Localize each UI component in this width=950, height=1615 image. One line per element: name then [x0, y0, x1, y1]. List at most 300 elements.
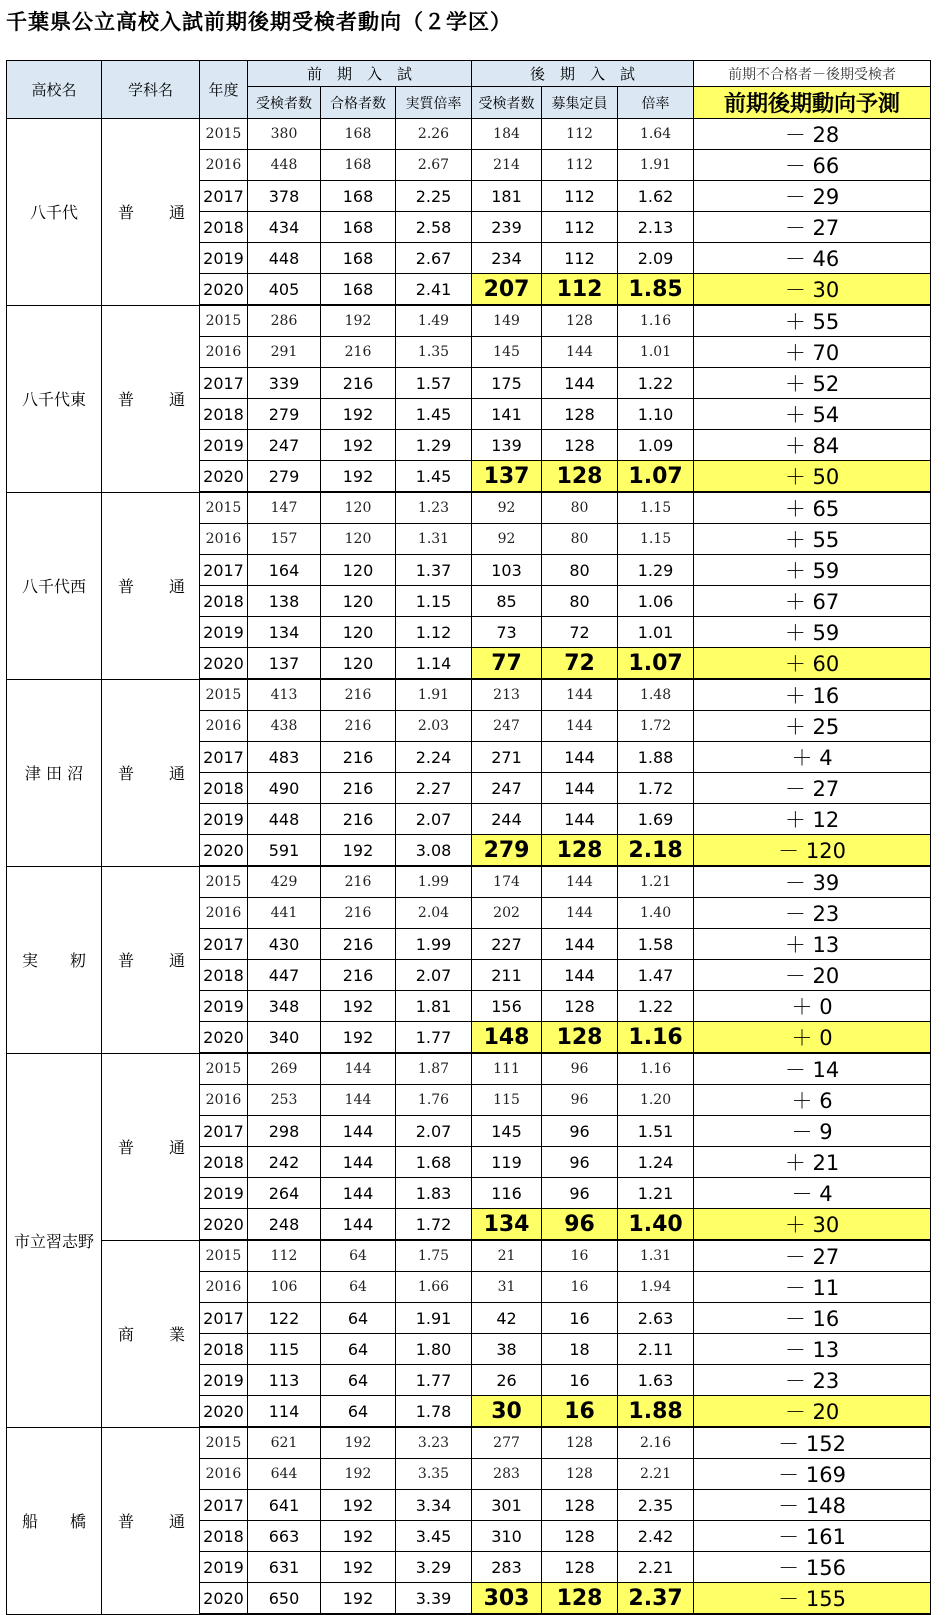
- late-applicants-cell: 227: [472, 929, 542, 960]
- early-ratio-cell: 2.27: [396, 773, 472, 804]
- early-passed-cell: 216: [321, 804, 396, 835]
- late-ratio-cell: 2.35: [618, 1490, 694, 1521]
- late-capacity-cell: 80: [542, 492, 618, 524]
- header-late-exam: 後 期 入 試: [472, 61, 694, 87]
- late-capacity-cell: 112: [542, 212, 618, 243]
- late-applicants-cell: 38: [472, 1334, 542, 1365]
- early-ratio-cell: 1.78: [396, 1396, 472, 1428]
- early-ratio-cell: 3.35: [396, 1459, 472, 1490]
- trend-cell: ＋ 50: [694, 461, 931, 493]
- early-applicants-cell: 348: [248, 991, 321, 1022]
- early-ratio-cell: 3.08: [396, 835, 472, 867]
- late-capacity-cell: 72: [542, 648, 618, 680]
- early-passed-cell: 120: [321, 586, 396, 617]
- department-char-2: 通: [168, 390, 185, 409]
- department-char-1: 普: [118, 951, 135, 970]
- table-row: [7, 866, 931, 898]
- late-ratio-cell: 2.09: [618, 243, 694, 274]
- late-ratio-cell: 1.63: [618, 1365, 694, 1396]
- late-capacity-cell: 80: [542, 524, 618, 555]
- trend-cell: － 28: [694, 119, 931, 150]
- early-ratio-cell: 2.26: [396, 119, 472, 150]
- early-ratio-cell: 1.23: [396, 492, 472, 524]
- early-applicants-cell: 122: [248, 1303, 321, 1334]
- department-name: [102, 1053, 200, 1240]
- early-applicants-cell: 413: [248, 679, 321, 711]
- early-ratio-cell: 1.37: [396, 555, 472, 586]
- early-applicants-cell: 112: [248, 1240, 321, 1272]
- early-ratio-cell: 1.80: [396, 1334, 472, 1365]
- late-applicants-cell: 211: [472, 960, 542, 991]
- trend-cell: ＋ 67: [694, 586, 931, 617]
- early-passed-cell: 144: [321, 1085, 396, 1116]
- late-capacity-cell: 112: [542, 119, 618, 150]
- trend-cell: － 27: [694, 773, 931, 804]
- trend-cell: － 11: [694, 1272, 931, 1303]
- department-char-2: 通: [168, 577, 185, 596]
- late-capacity-cell: 16: [542, 1365, 618, 1396]
- header-late-ratio: 倍率: [618, 87, 694, 119]
- late-applicants-cell: 271: [472, 742, 542, 773]
- year-cell: 2019: [200, 617, 248, 648]
- early-ratio-cell: 1.91: [396, 1303, 472, 1334]
- trend-cell: － 161: [694, 1521, 931, 1552]
- early-passed-cell: 216: [321, 679, 396, 711]
- early-passed-cell: 64: [321, 1240, 396, 1272]
- early-passed-cell: 168: [321, 243, 396, 274]
- late-applicants-cell: 213: [472, 679, 542, 711]
- late-applicants-cell: 207: [472, 274, 542, 306]
- trend-cell: － 148: [694, 1490, 931, 1521]
- late-applicants-cell: 141: [472, 399, 542, 430]
- early-ratio-cell: 2.67: [396, 150, 472, 181]
- late-applicants-cell: 279: [472, 835, 542, 867]
- early-ratio-cell: 2.07: [396, 804, 472, 835]
- late-ratio-cell: 2.16: [618, 1427, 694, 1459]
- late-applicants-cell: 175: [472, 368, 542, 399]
- trend-cell: － 20: [694, 1396, 931, 1428]
- late-capacity-cell: 16: [542, 1396, 618, 1428]
- trend-cell: － 152: [694, 1427, 931, 1459]
- trend-cell: － 16: [694, 1303, 931, 1334]
- early-ratio-cell: 3.45: [396, 1521, 472, 1552]
- early-applicants-cell: 264: [248, 1178, 321, 1209]
- year-cell: 2017: [200, 181, 248, 212]
- department-char-2: 通: [168, 951, 185, 970]
- trend-cell: ＋ 60: [694, 648, 931, 680]
- late-ratio-cell: 1.91: [618, 150, 694, 181]
- late-ratio-cell: 1.40: [618, 898, 694, 929]
- table-body: [7, 119, 931, 1615]
- late-applicants-cell: 111: [472, 1053, 542, 1085]
- late-capacity-cell: 128: [542, 1459, 618, 1490]
- trend-cell: ＋ 52: [694, 368, 931, 399]
- trend-cell: ＋ 54: [694, 399, 931, 430]
- trend-cell: － 120: [694, 835, 931, 867]
- early-applicants-cell: 405: [248, 274, 321, 306]
- early-ratio-cell: 3.23: [396, 1427, 472, 1459]
- late-ratio-cell: 1.85: [618, 274, 694, 306]
- early-ratio-cell: 2.58: [396, 212, 472, 243]
- late-applicants-cell: 244: [472, 804, 542, 835]
- year-cell: 2019: [200, 430, 248, 461]
- year-cell: 2018: [200, 773, 248, 804]
- late-applicants-cell: 247: [472, 773, 542, 804]
- department-char-1: 普: [118, 1138, 135, 1157]
- late-applicants-cell: 139: [472, 430, 542, 461]
- late-ratio-cell: 1.69: [618, 804, 694, 835]
- header-year: 年度: [200, 61, 248, 119]
- late-applicants-cell: 301: [472, 1490, 542, 1521]
- year-cell: 2017: [200, 555, 248, 586]
- year-cell: 2018: [200, 1521, 248, 1552]
- trend-cell: ＋ 21: [694, 1147, 931, 1178]
- late-applicants-cell: 283: [472, 1459, 542, 1490]
- department-char-1: 普: [118, 1512, 135, 1531]
- early-applicants-cell: 448: [248, 150, 321, 181]
- late-applicants-cell: 149: [472, 305, 542, 337]
- early-applicants-cell: 138: [248, 586, 321, 617]
- early-applicants-cell: 147: [248, 492, 321, 524]
- late-ratio-cell: 1.16: [618, 1022, 694, 1054]
- late-capacity-cell: 144: [542, 742, 618, 773]
- early-ratio-cell: 2.24: [396, 742, 472, 773]
- early-applicants-cell: 247: [248, 430, 321, 461]
- early-ratio-cell: 1.77: [396, 1365, 472, 1396]
- late-ratio-cell: 1.01: [618, 617, 694, 648]
- early-passed-cell: 144: [321, 1178, 396, 1209]
- early-applicants-cell: 298: [248, 1116, 321, 1147]
- header-school: 高校名: [7, 61, 102, 119]
- trend-cell: － 20: [694, 960, 931, 991]
- late-applicants-cell: 184: [472, 119, 542, 150]
- early-passed-cell: 64: [321, 1365, 396, 1396]
- early-ratio-cell: 1.66: [396, 1272, 472, 1303]
- year-cell: 2015: [200, 492, 248, 524]
- early-ratio-cell: 2.03: [396, 711, 472, 742]
- early-passed-cell: 192: [321, 399, 396, 430]
- early-applicants-cell: 429: [248, 866, 321, 898]
- school-name: 船 橋: [7, 1427, 102, 1614]
- late-applicants-cell: 103: [472, 555, 542, 586]
- late-ratio-cell: 1.24: [618, 1147, 694, 1178]
- year-cell: 2017: [200, 1303, 248, 1334]
- early-passed-cell: 192: [321, 1583, 396, 1615]
- late-applicants-cell: 181: [472, 181, 542, 212]
- trend-cell: － 23: [694, 1365, 931, 1396]
- year-cell: 2016: [200, 1272, 248, 1303]
- early-applicants-cell: 286: [248, 305, 321, 337]
- late-ratio-cell: 2.63: [618, 1303, 694, 1334]
- late-ratio-cell: 1.16: [618, 305, 694, 337]
- early-applicants-cell: 447: [248, 960, 321, 991]
- late-capacity-cell: 112: [542, 274, 618, 306]
- late-applicants-cell: 134: [472, 1209, 542, 1241]
- early-ratio-cell: 1.72: [396, 1209, 472, 1241]
- trend-cell: ＋ 65: [694, 492, 931, 524]
- early-ratio-cell: 1.29: [396, 430, 472, 461]
- late-applicants-cell: 234: [472, 243, 542, 274]
- year-cell: 2018: [200, 399, 248, 430]
- early-applicants-cell: 448: [248, 804, 321, 835]
- trend-cell: － 169: [694, 1459, 931, 1490]
- early-ratio-cell: 2.07: [396, 1116, 472, 1147]
- early-applicants-cell: 621: [248, 1427, 321, 1459]
- table-row: [7, 679, 931, 711]
- late-capacity-cell: 128: [542, 1022, 618, 1054]
- late-applicants-cell: 214: [472, 150, 542, 181]
- table-row: [7, 305, 931, 337]
- early-passed-cell: 216: [321, 960, 396, 991]
- year-cell: 2015: [200, 1427, 248, 1459]
- early-ratio-cell: 1.68: [396, 1147, 472, 1178]
- late-capacity-cell: 144: [542, 804, 618, 835]
- year-cell: 2020: [200, 1583, 248, 1615]
- school-name: 八千代東: [7, 305, 102, 492]
- department-name: [102, 119, 200, 306]
- early-applicants-cell: 113: [248, 1365, 321, 1396]
- trend-cell: － 155: [694, 1583, 931, 1615]
- year-cell: 2017: [200, 368, 248, 399]
- header-diff-note: 前期不合格者－後期受検者: [694, 61, 931, 87]
- late-applicants-cell: 145: [472, 1116, 542, 1147]
- year-cell: 2019: [200, 1178, 248, 1209]
- late-capacity-cell: 96: [542, 1178, 618, 1209]
- trend-cell: － 30: [694, 274, 931, 306]
- early-applicants-cell: 253: [248, 1085, 321, 1116]
- early-applicants-cell: 137: [248, 648, 321, 680]
- early-applicants-cell: 115: [248, 1334, 321, 1365]
- early-applicants-cell: 438: [248, 711, 321, 742]
- late-applicants-cell: 202: [472, 898, 542, 929]
- late-applicants-cell: 21: [472, 1240, 542, 1272]
- table-header: [7, 61, 931, 119]
- department-char-1: 普: [118, 203, 135, 223]
- department-name: [102, 679, 200, 866]
- department-name: [102, 492, 200, 679]
- late-capacity-cell: 144: [542, 337, 618, 368]
- year-cell: 2017: [200, 1116, 248, 1147]
- late-capacity-cell: 96: [542, 1053, 618, 1085]
- early-passed-cell: 192: [321, 835, 396, 867]
- early-passed-cell: 216: [321, 337, 396, 368]
- early-ratio-cell: 1.45: [396, 399, 472, 430]
- trend-cell: ＋ 30: [694, 1209, 931, 1241]
- late-ratio-cell: 2.13: [618, 212, 694, 243]
- early-ratio-cell: 1.12: [396, 617, 472, 648]
- late-capacity-cell: 16: [542, 1303, 618, 1334]
- late-ratio-cell: 1.22: [618, 991, 694, 1022]
- early-passed-cell: 192: [321, 1022, 396, 1054]
- year-cell: 2019: [200, 1365, 248, 1396]
- late-capacity-cell: 16: [542, 1240, 618, 1272]
- late-applicants-cell: 31: [472, 1272, 542, 1303]
- late-capacity-cell: 144: [542, 898, 618, 929]
- late-capacity-cell: 96: [542, 1085, 618, 1116]
- late-applicants-cell: 148: [472, 1022, 542, 1054]
- early-applicants-cell: 591: [248, 835, 321, 867]
- early-applicants-cell: 663: [248, 1521, 321, 1552]
- late-applicants-cell: 156: [472, 991, 542, 1022]
- department-name: [102, 1240, 200, 1427]
- early-ratio-cell: 1.76: [396, 1085, 472, 1116]
- late-applicants-cell: 283: [472, 1552, 542, 1583]
- early-ratio-cell: 1.45: [396, 461, 472, 493]
- late-ratio-cell: 1.48: [618, 679, 694, 711]
- trend-cell: ＋ 55: [694, 305, 931, 337]
- header-early-passed: 合格者数: [321, 87, 396, 119]
- early-passed-cell: 192: [321, 1459, 396, 1490]
- early-passed-cell: 144: [321, 1209, 396, 1241]
- early-ratio-cell: 1.31: [396, 524, 472, 555]
- late-ratio-cell: 1.47: [618, 960, 694, 991]
- table-row: [7, 1240, 931, 1272]
- trend-cell: ＋ 25: [694, 711, 931, 742]
- late-ratio-cell: 1.58: [618, 929, 694, 960]
- early-applicants-cell: 339: [248, 368, 321, 399]
- late-capacity-cell: 128: [542, 430, 618, 461]
- late-ratio-cell: 1.09: [618, 430, 694, 461]
- header-late-capacity: 募集定員: [542, 87, 618, 119]
- early-passed-cell: 64: [321, 1396, 396, 1428]
- department-name: [102, 305, 200, 492]
- early-passed-cell: 168: [321, 274, 396, 306]
- year-cell: 2017: [200, 929, 248, 960]
- early-passed-cell: 168: [321, 212, 396, 243]
- early-ratio-cell: 2.67: [396, 243, 472, 274]
- year-cell: 2018: [200, 1147, 248, 1178]
- early-ratio-cell: 1.57: [396, 368, 472, 399]
- department-name: [102, 1427, 200, 1614]
- trend-cell: ＋ 16: [694, 679, 931, 711]
- late-capacity-cell: 128: [542, 1552, 618, 1583]
- early-ratio-cell: 2.25: [396, 181, 472, 212]
- late-ratio-cell: 1.21: [618, 1178, 694, 1209]
- year-cell: 2015: [200, 866, 248, 898]
- late-capacity-cell: 96: [542, 1209, 618, 1241]
- department-char-2: 通: [168, 203, 185, 223]
- late-capacity-cell: 72: [542, 617, 618, 648]
- year-cell: 2016: [200, 1085, 248, 1116]
- late-capacity-cell: 144: [542, 711, 618, 742]
- year-cell: 2020: [200, 1396, 248, 1428]
- department-char-2: 通: [168, 1138, 185, 1157]
- year-cell: 2015: [200, 1053, 248, 1085]
- early-ratio-cell: 2.04: [396, 898, 472, 929]
- late-applicants-cell: 26: [472, 1365, 542, 1396]
- department-char-2: 通: [168, 764, 185, 783]
- department-char-1: 普: [118, 390, 135, 409]
- early-passed-cell: 168: [321, 119, 396, 150]
- year-cell: 2016: [200, 898, 248, 929]
- late-ratio-cell: 1.29: [618, 555, 694, 586]
- early-passed-cell: 192: [321, 1552, 396, 1583]
- early-ratio-cell: 1.14: [396, 648, 472, 680]
- late-ratio-cell: 2.11: [618, 1334, 694, 1365]
- late-capacity-cell: 128: [542, 835, 618, 867]
- late-ratio-cell: 1.06: [618, 586, 694, 617]
- late-capacity-cell: 18: [542, 1334, 618, 1365]
- late-applicants-cell: 145: [472, 337, 542, 368]
- year-cell: 2015: [200, 119, 248, 150]
- year-cell: 2016: [200, 711, 248, 742]
- late-capacity-cell: 144: [542, 866, 618, 898]
- trend-cell: ＋ 59: [694, 555, 931, 586]
- late-capacity-cell: 96: [542, 1116, 618, 1147]
- late-applicants-cell: 30: [472, 1396, 542, 1428]
- results-table-container: [6, 60, 930, 1615]
- early-applicants-cell: 641: [248, 1490, 321, 1521]
- header-late-applicants: 受検者数: [472, 87, 542, 119]
- late-ratio-cell: 1.10: [618, 399, 694, 430]
- year-cell: 2020: [200, 1022, 248, 1054]
- header-early-ratio: 実質倍率: [396, 87, 472, 119]
- late-ratio-cell: 1.72: [618, 773, 694, 804]
- late-capacity-cell: 128: [542, 461, 618, 493]
- early-passed-cell: 120: [321, 555, 396, 586]
- trend-cell: ＋ 6: [694, 1085, 931, 1116]
- trend-cell: － 46: [694, 243, 931, 274]
- late-applicants-cell: 115: [472, 1085, 542, 1116]
- trend-cell: － 156: [694, 1552, 931, 1583]
- early-passed-cell: 120: [321, 492, 396, 524]
- trend-cell: － 14: [694, 1053, 931, 1085]
- late-capacity-cell: 128: [542, 399, 618, 430]
- late-ratio-cell: 1.64: [618, 119, 694, 150]
- early-applicants-cell: 279: [248, 461, 321, 493]
- year-cell: 2015: [200, 1240, 248, 1272]
- late-capacity-cell: 128: [542, 1490, 618, 1521]
- early-ratio-cell: 2.07: [396, 960, 472, 991]
- early-ratio-cell: 2.41: [396, 274, 472, 306]
- early-passed-cell: 192: [321, 430, 396, 461]
- early-passed-cell: 168: [321, 181, 396, 212]
- early-applicants-cell: 134: [248, 617, 321, 648]
- late-applicants-cell: 174: [472, 866, 542, 898]
- year-cell: 2020: [200, 835, 248, 867]
- department-char-2: 業: [168, 1325, 185, 1344]
- department-char-1: 普: [118, 577, 135, 596]
- late-ratio-cell: 1.51: [618, 1116, 694, 1147]
- school-name: 実 籾: [7, 866, 102, 1053]
- early-passed-cell: 192: [321, 305, 396, 337]
- late-ratio-cell: 1.01: [618, 337, 694, 368]
- late-capacity-cell: 112: [542, 181, 618, 212]
- table-row: [7, 119, 931, 150]
- late-ratio-cell: 1.22: [618, 368, 694, 399]
- year-cell: 2018: [200, 1334, 248, 1365]
- early-passed-cell: 216: [321, 898, 396, 929]
- late-applicants-cell: 42: [472, 1303, 542, 1334]
- late-ratio-cell: 1.21: [618, 866, 694, 898]
- page-title: 千葉県公立高校入試前期後期受検者動向（２学区）: [6, 10, 512, 34]
- year-cell: 2020: [200, 274, 248, 306]
- early-passed-cell: 144: [321, 1116, 396, 1147]
- late-ratio-cell: 1.94: [618, 1272, 694, 1303]
- early-ratio-cell: 1.75: [396, 1240, 472, 1272]
- late-capacity-cell: 128: [542, 1521, 618, 1552]
- late-ratio-cell: 1.31: [618, 1240, 694, 1272]
- late-applicants-cell: 247: [472, 711, 542, 742]
- late-capacity-cell: 80: [542, 555, 618, 586]
- early-passed-cell: 144: [321, 1053, 396, 1085]
- year-cell: 2016: [200, 337, 248, 368]
- late-capacity-cell: 112: [542, 243, 618, 274]
- late-ratio-cell: 1.62: [618, 181, 694, 212]
- late-applicants-cell: 277: [472, 1427, 542, 1459]
- table-row: [7, 492, 931, 524]
- late-capacity-cell: 80: [542, 586, 618, 617]
